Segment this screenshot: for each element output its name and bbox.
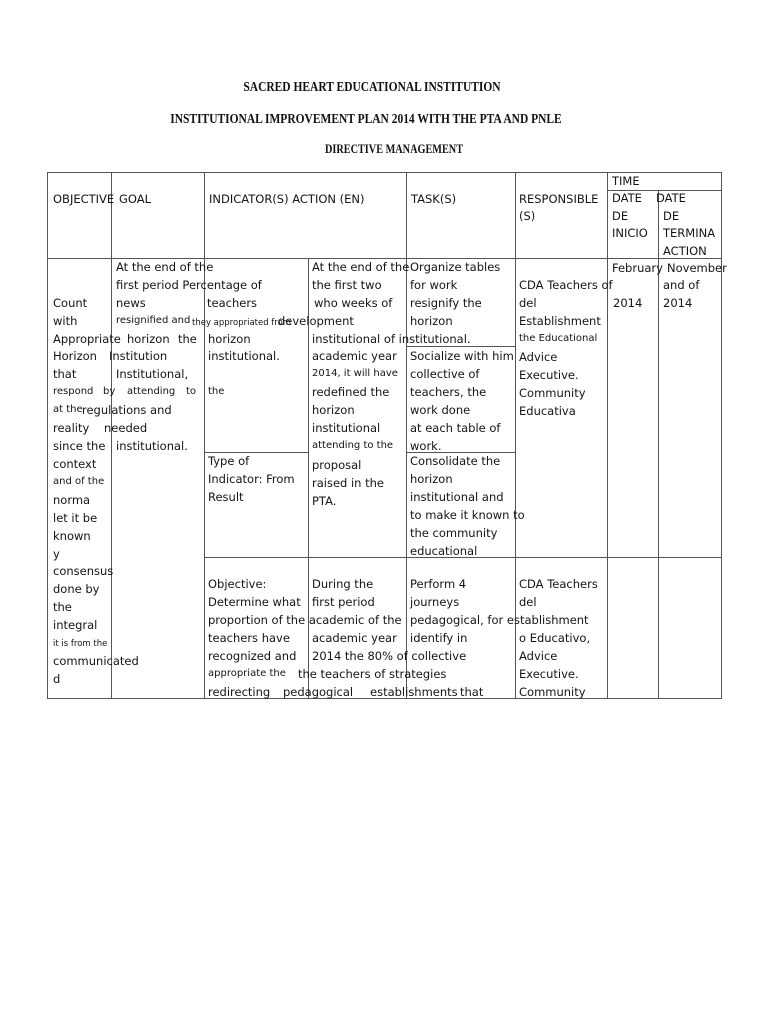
cell-text-line: work. — [410, 439, 442, 453]
cell-date-start-2 — [607, 557, 659, 699]
cell-text-line: Count — [53, 296, 88, 310]
cell-text-line: and of — [663, 278, 700, 292]
cell-text-line: they appropriated from — [192, 318, 292, 328]
cell-text-line: Horizon — [53, 349, 97, 363]
header-date-end-4: ACTION — [663, 244, 707, 258]
section-title: DIRECTIVE MANAGEMENT — [324, 142, 464, 156]
cell-text-line: Institutional, — [116, 367, 189, 381]
cell-text-line: del — [519, 595, 537, 609]
document-subtitle: INSTITUTIONAL IMPROVEMENT PLAN 2014 WITH THE PTA AND PNLE — [170, 112, 562, 127]
cell-text-line: institutional. — [208, 349, 280, 363]
cell-text-line: proposal — [312, 458, 362, 472]
cell-text-line: the Educational — [519, 333, 598, 344]
cell-text-line: Consolidate the — [410, 454, 501, 468]
cell-text-line: first period Percentage of — [116, 278, 262, 292]
cell-text-line: institutional and — [410, 490, 504, 504]
cell-text-line: the community — [410, 526, 498, 540]
header-objective: OBJECTIVE — [53, 192, 115, 206]
cell-text-line: communicated — [53, 654, 139, 668]
cell-text-line: CDA Teachers — [519, 577, 598, 591]
cell-text-line: At the end of the — [312, 260, 410, 274]
cell-text-line: pedagogical, for establishment — [410, 613, 589, 627]
cell-date-end-2 — [658, 557, 722, 699]
cell-text-line: Educativa — [519, 404, 576, 418]
header-time: TIME — [612, 174, 640, 188]
header-date-end-2: DE — [663, 209, 680, 223]
cell-text-line: CDA Teachers of — [519, 278, 613, 292]
cell-text-line: horizon — [208, 332, 251, 346]
cell-text-line: with — [53, 314, 78, 328]
header-date-end-1: DATE — [656, 191, 686, 205]
header-indicator-action: INDICATOR(S) ACTION (EN) — [209, 192, 365, 206]
cell-text-line: teachers — [207, 296, 258, 310]
cell-text-line: development — [278, 314, 354, 328]
cell-text-line: by — [103, 386, 116, 397]
cell-text-line: since the — [53, 439, 106, 453]
cell-text-line: the — [178, 332, 197, 346]
header-cell-tasks — [406, 172, 516, 259]
cell-text-line: to — [186, 386, 197, 397]
cell-text-line: teachers, the — [410, 385, 487, 399]
cell-text-line: that — [53, 367, 77, 381]
cell-text-line: teachers have — [208, 631, 290, 645]
cell-text-line: resignify the — [410, 296, 482, 310]
cell-text-line: institutional. — [116, 439, 188, 453]
header-goal: GOAL — [119, 192, 152, 206]
cell-text-line: integral — [53, 618, 98, 632]
cell-text-line: Executive. — [519, 667, 579, 681]
cell-text-line: journeys — [410, 595, 460, 609]
cell-text-line: Perform 4 — [410, 577, 467, 591]
cell-text-line: Establishment — [519, 314, 601, 328]
cell-text-line: Executive. — [519, 368, 579, 382]
cell-text-line: institutional — [312, 421, 381, 435]
cell-text-line: pedagogical — [283, 685, 354, 699]
cell-text-line: establishments — [370, 685, 458, 699]
cell-text-line: Result — [208, 490, 244, 504]
cell-text-line: Socialize with him — [410, 349, 514, 363]
header-date-start-3: INICIO — [612, 226, 648, 240]
cell-text-line: at the — [53, 404, 83, 415]
cell-text-line: the — [208, 386, 225, 397]
cell-text-line: done by — [53, 582, 100, 596]
cell-text-line: context — [53, 457, 97, 471]
cell-text-line: raised in the — [312, 476, 385, 490]
cell-text-line: PTA. — [312, 494, 337, 508]
cell-text-line: 2014, it will have — [312, 368, 398, 379]
cell-text-line: 2014 — [663, 296, 693, 310]
cell-text-line: Organize tables — [410, 260, 501, 274]
header-responsible-1: RESPONSIBLE — [519, 192, 599, 206]
cell-text-line: reality — [53, 421, 90, 435]
cell-text-line: 2014 — [613, 296, 643, 310]
header-date-start-1: DATE — [612, 191, 642, 205]
cell-text-line: Type of — [208, 454, 250, 468]
cell-text-line: recognized and — [208, 649, 297, 663]
cell-text-line: known — [53, 529, 91, 543]
cell-text-line: news — [116, 296, 146, 310]
cell-text-line: y — [53, 547, 60, 561]
cell-text-line: first period — [312, 595, 375, 609]
cell-text-line: November — [667, 261, 727, 275]
cell-text-line: Indicator: From — [208, 472, 295, 486]
cell-text-line: redirecting — [208, 685, 271, 699]
cell-text-line: academic year — [312, 349, 397, 363]
cell-text-line: o Educativo, — [519, 631, 591, 645]
cell-text-line: academic year — [312, 631, 397, 645]
header-date-start-2: DE — [612, 209, 629, 223]
cell-text-line: 2014 the 80% of collective — [312, 649, 467, 663]
header-tasks: TASK(S) — [411, 192, 457, 206]
cell-text-line: February — [612, 261, 663, 275]
cell-text-line: work done — [410, 403, 471, 417]
cell-text-line: and of the — [53, 476, 105, 487]
cell-text-line: that — [460, 685, 484, 699]
cell-text-line: needed — [104, 421, 148, 435]
cell-text-line: let it be — [53, 511, 98, 525]
header-cell-indicator — [204, 172, 407, 259]
cell-text-line: norma — [53, 493, 91, 507]
document-title: SACRED HEART EDUCATIONAL INSTITUTION — [243, 80, 501, 95]
cell-text-line: Community — [519, 685, 586, 699]
cell-text-line: appropriate the — [208, 668, 286, 679]
cell-text-line: Determine what — [208, 595, 301, 609]
cell-text-line: At the end of the — [116, 260, 214, 274]
cell-text-line: educational — [410, 544, 478, 558]
cell-text-line: the first two — [312, 278, 382, 292]
cell-text-line: to make it known to — [410, 508, 525, 522]
cell-text-line: institutional of institutional. — [312, 332, 471, 346]
cell-text-line: who weeks of — [314, 296, 393, 310]
cell-text-line: During the — [312, 577, 374, 591]
cell-text-line: attending — [127, 386, 176, 397]
cell-text-line: it is from the — [53, 639, 108, 649]
cell-text-line: Advice — [519, 350, 558, 364]
cell-text-line: identify in — [410, 631, 468, 645]
cell-text-line: consensus — [53, 564, 114, 578]
cell-text-line: Community — [519, 386, 586, 400]
cell-text-line: the teachers of strategies — [298, 667, 447, 681]
header-cell-goal — [111, 172, 205, 259]
cell-text-line: the — [53, 600, 72, 614]
cell-text-line: resignified and — [116, 315, 191, 326]
cell-text-line: collective of — [410, 367, 480, 381]
cell-text-line: Appropriate — [53, 332, 121, 346]
header-date-end-3: TERMINA — [663, 226, 716, 240]
header-cell-objective — [47, 172, 115, 259]
cell-text-line: attending to the — [312, 440, 394, 451]
cell-text-line: Objective: — [208, 577, 267, 591]
cell-text-line: regulations and — [82, 403, 172, 417]
cell-text-line: del — [519, 296, 537, 310]
header-responsible-2: (S) — [519, 209, 536, 223]
cell-text-line: horizon — [410, 314, 453, 328]
cell-text-line: d — [53, 672, 61, 686]
cell-text-line: for work — [410, 278, 458, 292]
cell-text-line: Institution — [109, 349, 168, 363]
cell-text-line: proportion of the academic of the — [208, 613, 402, 627]
cell-text-line: horizon — [410, 472, 453, 486]
cell-text-line: respond — [53, 386, 94, 397]
cell-text-line: at each table of — [410, 421, 501, 435]
cell-text-line: horizon — [127, 332, 170, 346]
cell-text-line: Advice — [519, 649, 558, 663]
cell-text-line: redefined the — [312, 385, 390, 399]
cell-text-line: horizon — [312, 403, 355, 417]
